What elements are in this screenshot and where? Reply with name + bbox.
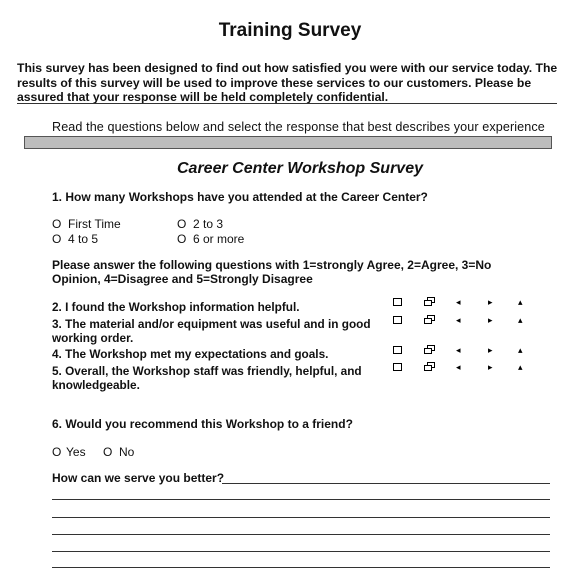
dropdown-box-icon[interactable] [424, 362, 434, 370]
answer-line[interactable] [52, 551, 550, 552]
checkbox-icon[interactable] [393, 346, 402, 354]
option-6-or-more[interactable] [177, 232, 244, 246]
answer-line[interactable] [52, 499, 550, 500]
statement-3: 3. The material and/or equipment was useful and in good working order. [52, 317, 371, 345]
statement-5: 5. Overall, the Workshop staff was friendly, helpful, and knowledgeable. [52, 364, 362, 392]
radio-icon[interactable]: O [177, 232, 187, 246]
statement-2: 2. I found the Workshop information helpful. [52, 300, 300, 314]
right-arrow-icon[interactable]: ▸ [488, 297, 493, 307]
radio-icon[interactable]: O [103, 445, 113, 459]
left-arrow-icon[interactable]: ◂ [456, 315, 461, 325]
up-arrow-icon[interactable]: ▴ [518, 362, 523, 372]
instruction-text: Read the questions below and select the response that best describes your experience [52, 120, 545, 134]
checkbox-icon[interactable] [393, 298, 402, 306]
option-2-to-3[interactable] [177, 217, 223, 231]
up-arrow-icon[interactable]: ▴ [518, 315, 523, 325]
intro-paragraph: This survey has been designed to find out how satisfied you were with our service today. The results of this survey will be used to improve these services to our customers. Please be assured that your response will be held completely confidential. [17, 61, 558, 104]
checkbox-icon[interactable] [393, 363, 402, 371]
document-title: Training Survey [218, 20, 362, 41]
up-arrow-icon[interactable]: ▴ [518, 345, 523, 355]
radio-icon[interactable]: O [52, 217, 62, 231]
checkbox-icon[interactable] [393, 316, 402, 324]
answer-line[interactable] [52, 567, 550, 568]
survey-subtitle: Career Center Workshop Survey [176, 160, 423, 177]
option-yes[interactable] [52, 445, 86, 459]
instruction-shaded-bar [24, 136, 552, 149]
answer-line[interactable] [52, 517, 550, 518]
left-arrow-icon[interactable]: ◂ [456, 345, 461, 355]
right-arrow-icon[interactable]: ▸ [488, 315, 493, 325]
option-label: First Time [68, 217, 121, 231]
left-arrow-icon[interactable]: ◂ [456, 297, 461, 307]
question-1: 1. How many Workshops have you attended at the Career Center? [52, 190, 428, 204]
dropdown-box-icon[interactable] [424, 315, 434, 323]
answer-line[interactable] [222, 483, 550, 484]
dropdown-box-icon[interactable] [424, 297, 434, 305]
option-4-to-5[interactable] [52, 232, 98, 246]
right-arrow-icon[interactable]: ▸ [488, 345, 493, 355]
option-label: 6 or more [193, 232, 245, 246]
option-no[interactable] [103, 445, 134, 459]
statement-4: 4. The Workshop met my expectations and goals. [52, 347, 329, 361]
option-label: Yes [66, 445, 86, 459]
option-label: No [119, 445, 135, 459]
option-first-time[interactable] [52, 217, 121, 231]
left-arrow-icon[interactable]: ◂ [456, 362, 461, 372]
serve-better-question: How can we serve you better? [52, 471, 225, 485]
option-label: 2 to 3 [193, 217, 224, 231]
radio-icon[interactable]: O [52, 232, 62, 246]
option-label: 4 to 5 [68, 232, 99, 246]
rating-scale-instructions: Please answer the following questions with 1=strongly Agree, 2=Agree, 3=No Opinion, 4=Disagree and 5=Strongly Disagree [52, 258, 492, 286]
right-arrow-icon[interactable]: ▸ [488, 362, 493, 372]
dropdown-box-icon[interactable] [424, 345, 434, 353]
radio-icon[interactable]: O [177, 217, 187, 231]
question-6: 6. Would you recommend this Workshop to a friend? [52, 417, 353, 431]
up-arrow-icon[interactable]: ▴ [518, 297, 523, 307]
answer-line[interactable] [52, 534, 550, 535]
radio-icon[interactable]: O [52, 445, 62, 459]
intro-divider [17, 103, 557, 104]
